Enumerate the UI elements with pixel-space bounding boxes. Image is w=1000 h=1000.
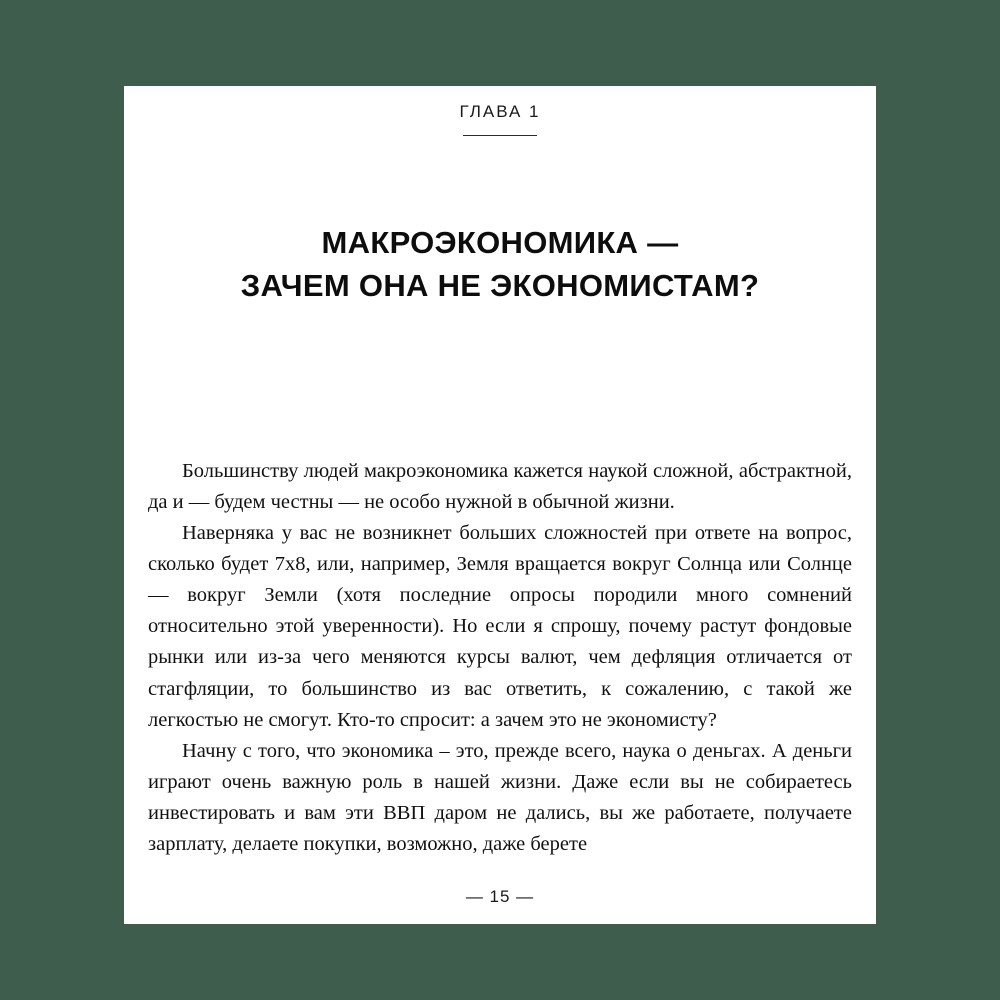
- chapter-divider: [463, 135, 537, 136]
- page-number: — 15 —: [465, 887, 535, 906]
- paragraph: Большинству людей макроэкономика кажется наукой сложной, абстрактной, да и — будем честны — не особо нужной в обычной жизни.: [148, 459, 852, 513]
- paragraph: Наверняка у вас не возникнет больших сложностей при ответе на вопрос, сколько будет 7х8, или, например, Земля вращается вокруг Солнца или Солнце — вокруг Земли (хотя последние опросы породили много сомнений относительно этой уверенности). Но если я спрошу, почему растут фондовые рынки или из-за чего меняются курсы валют, чем дефляция отличается от стагфляции, то большинство из вас ответить, к сожалению, с такой же легкостью не смогут. Кто-то спросит: а зачем это не экономисту?: [148, 521, 852, 731]
- chapter-label: ГЛАВА 1: [459, 102, 541, 121]
- page-title: [124, 222, 876, 308]
- book-page: [124, 86, 876, 924]
- page-title-line-2: ЗАЧЕМ ОНА НЕ ЭКОНОМИСТАМ?: [240, 267, 760, 303]
- body-text: [124, 456, 876, 861]
- page-title-line-1: МАКРОЭКОНОМИКА —: [321, 225, 679, 260]
- paragraph: Начну с того, что экономика – это, прежде всего, наука о деньгах. А деньги играют очень важную роль в нашей жизни. Даже если вы не собираетесь инвестировать и вам эти ВВП даром не дались, вы же работаете, получаете зарплату, делаете покупки, возможно, даже берете: [148, 739, 852, 856]
